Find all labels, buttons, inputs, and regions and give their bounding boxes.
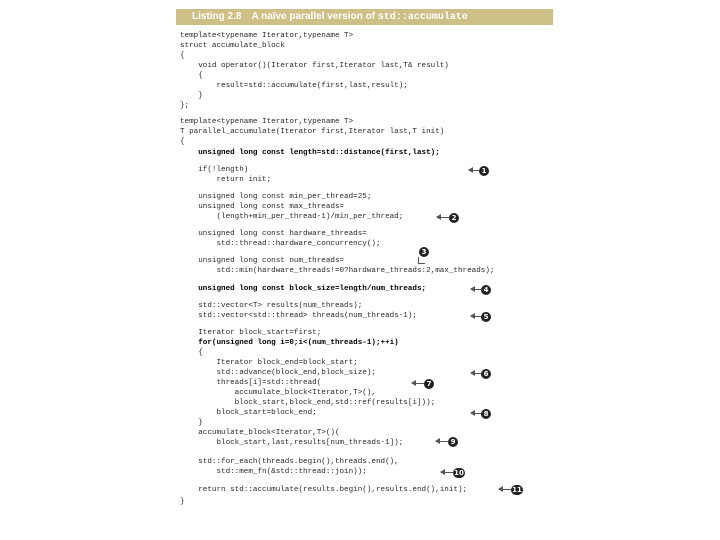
- code-line: if(!length): [180, 166, 249, 174]
- code-line: }: [180, 92, 203, 100]
- callout-5: [471, 312, 491, 322]
- callout-badge: 5: [481, 312, 491, 322]
- callout-4: [471, 285, 491, 295]
- code-line: std::vector<std::thread> threads(num_threads-1);: [180, 312, 417, 320]
- code-line: {: [180, 349, 203, 357]
- callout-11: [499, 485, 523, 495]
- code-line: Iterator block_end=block_start;: [180, 359, 358, 367]
- code-line: {: [180, 52, 185, 60]
- code-line: accumulate_block<Iterator,T>(),: [180, 389, 376, 397]
- listing-title: A naïve parallel version of: [251, 11, 376, 22]
- callout-badge: 4: [481, 285, 491, 295]
- callout-badge: 6: [481, 369, 491, 379]
- code-line: block_start=block_end;: [180, 409, 317, 417]
- code-line: void operator()(Iterator first,Iterator last,T& result): [180, 62, 449, 70]
- code-line: accumulate_block<Iterator,T>()(: [180, 429, 340, 437]
- code-line: std::thread::hardware_concurrency();: [180, 240, 381, 248]
- listing-label: Listing 2.8: [192, 11, 242, 22]
- code-line: unsigned long const max_threads=: [180, 203, 345, 211]
- code-line: template<typename Iterator,typename T>: [180, 118, 354, 126]
- callout-badge: 11: [512, 486, 522, 494]
- code-line: Iterator block_start=first;: [180, 329, 322, 337]
- code-line: for(unsigned long i=0;i<(num_threads-1);++i): [180, 339, 399, 347]
- callout-3: [419, 247, 429, 257]
- code-line: std::vector<T> results(num_threads);: [180, 302, 363, 310]
- code-line: };: [180, 102, 190, 110]
- code-line: block_start,block_end,std::ref(results[i]));: [180, 399, 436, 407]
- callout-9: [436, 437, 458, 447]
- code-line: result=std::accumulate(first,last,result);: [180, 82, 408, 90]
- callout-10: [441, 468, 465, 478]
- code-line: unsigned long const hardware_threads=: [180, 230, 367, 238]
- code-line: unsigned long const block_size=length/num_threads;: [180, 285, 427, 293]
- code-line: struct accumulate_block: [180, 42, 285, 50]
- code-line: block_start,last,results[num_threads-1]);: [180, 439, 404, 447]
- callout-badge: 7: [424, 379, 434, 389]
- callout-badge: 2: [449, 213, 459, 223]
- code-line: std::min(hardware_threads!=0?hardware_threads:2,max_threads);: [180, 267, 495, 275]
- callout-badge: 10: [454, 469, 464, 477]
- code-line: }: [180, 498, 185, 506]
- code-line: return init;: [180, 176, 272, 184]
- listing-title-code: std::accumulate: [377, 12, 468, 23]
- callout-badge: 3: [419, 247, 429, 257]
- code-line: threads[i]=std::thread(: [180, 379, 322, 387]
- code-line: std::mem_fn(&std::thread::join));: [180, 468, 367, 476]
- callout-8: [471, 409, 491, 419]
- code-line: unsigned long const num_threads=: [180, 257, 345, 265]
- callout-2: [437, 213, 459, 223]
- callout-1: [469, 166, 489, 176]
- code-line: T parallel_accumulate(Iterator first,Iterator last,T init): [180, 128, 445, 136]
- callout-badge: 1: [479, 166, 489, 176]
- code-line: {: [180, 138, 185, 146]
- code-line: unsigned long const min_per_thread=25;: [180, 193, 372, 201]
- callout-badge: 9: [448, 437, 458, 447]
- callout-7: [412, 379, 434, 389]
- callout-badge: 8: [481, 409, 491, 419]
- code-line: template<typename Iterator,typename T>: [180, 32, 354, 40]
- code-line: std::advance(block_end,block_size);: [180, 369, 376, 377]
- code-line: std::for_each(threads.begin(),threads.end(),: [180, 458, 399, 466]
- code-line: unsigned long const length=std::distance(first,last);: [180, 149, 440, 157]
- code-line: {: [180, 72, 203, 80]
- code-line: (length+min_per_thread-1)/min_per_thread;: [180, 213, 404, 221]
- callout-3-bracket: [418, 257, 425, 264]
- code-line: return std::accumulate(results.begin(),results.end(),init);: [180, 486, 468, 494]
- callout-6: [471, 369, 491, 379]
- code-line: }: [180, 419, 203, 427]
